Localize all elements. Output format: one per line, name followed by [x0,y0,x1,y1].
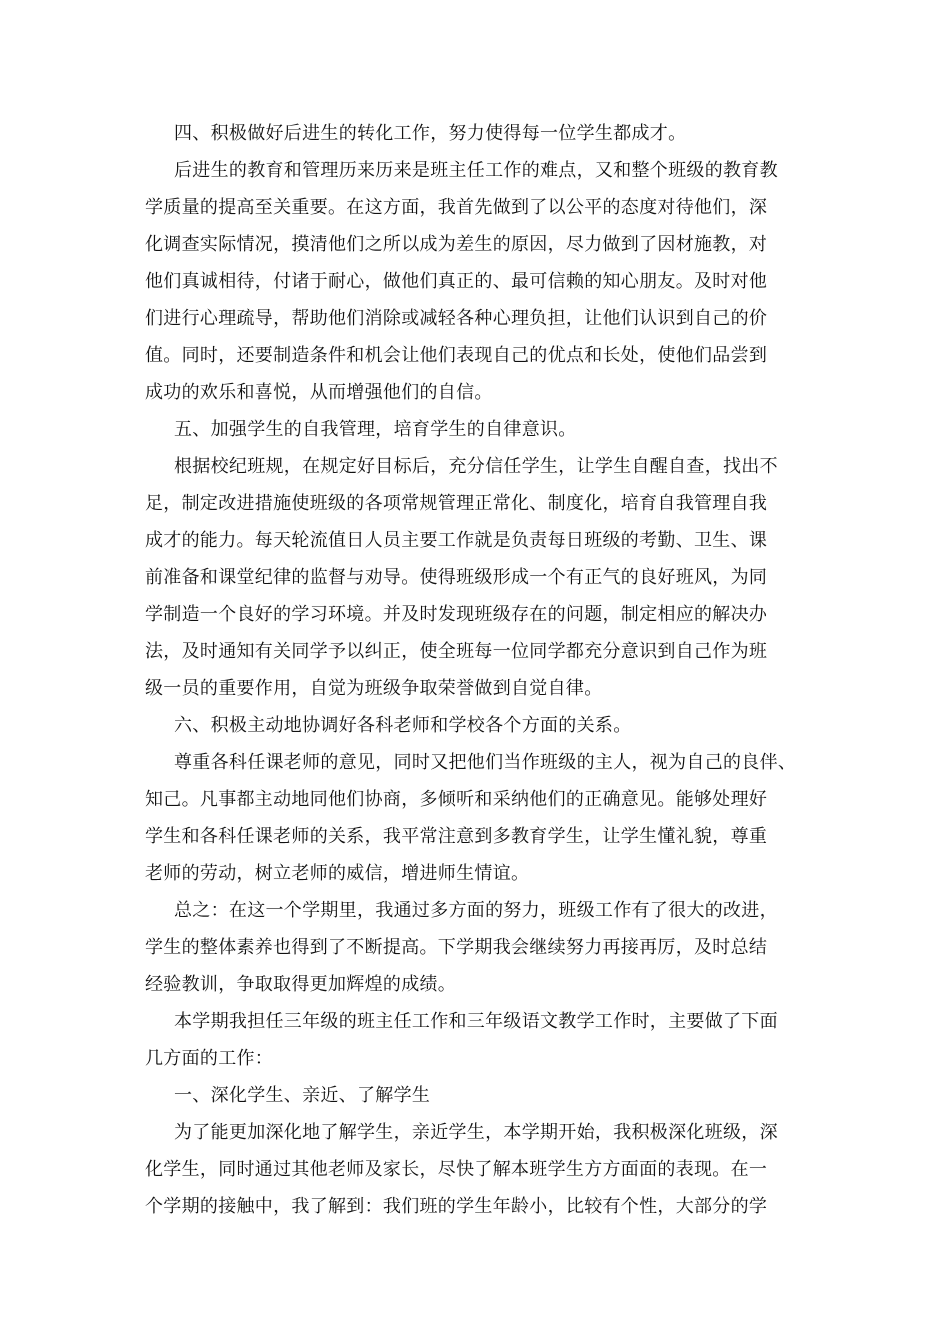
paragraph-line: 学生的整体素养也得到了不断提高。下学期我会继续努力再接再厉，及时总结 [145,937,768,958]
paragraph-line: 知己。凡事都主动地同他们协商，多倾听和采纳他们的正确意见。能够处理好 [145,789,768,810]
paragraph-line: 他们真诚相待，付诸于耐心，做他们真正的、最可信赖的知心朋友。及时对他 [145,271,768,292]
paragraph-line: 成才的能力。每天轮流值日人员主要工作就是负责每日班级的考勤、卫生、课 [145,530,768,551]
paragraph-line: 值。同时，还要制造条件和机会让他们表现自己的优点和长处，使他们品尝到 [145,345,768,366]
paragraph-line: 为了能更加深化地了解学生，亲近学生，本学期开始，我积极深化班级，深 [174,1122,778,1143]
heading-1: 一、深化学生、亲近、了解学生 [174,1085,431,1106]
paragraph-line: 前准备和课堂纪律的监督与劝导。使得班级形成一个有正气的良好班风，为同 [145,567,768,588]
paragraph-line: 总之：在这一个学期里，我通过多方面的努力，班级工作有了很大的改进， [174,900,778,921]
paragraph-line: 成功的欢乐和喜悦，从而增强他们的自信。 [145,382,493,403]
paragraph-line: 老师的劳动，树立老师的威信，增进师生情谊。 [145,863,530,884]
paragraph-line: 经验教训，争取取得更加辉煌的成绩。 [145,974,457,995]
paragraph-line: 尊重各科任课老师的意见，同时又把他们当作班级的主人，视为自己的良伴、 [174,752,797,773]
paragraph-line: 学制造一个良好的学习环境。并及时发现班级存在的问题，制定相应的解决办 [145,604,768,625]
paragraph-line: 足，制定改进措施使班级的各项常规管理正常化、制度化，培育自我管理自我 [145,493,768,514]
heading-6: 六、积极主动地协调好各科老师和学校各个方面的关系。 [174,715,632,736]
paragraph-line: 学生和各科任课老师的关系，我平常注意到多教育学生，让学生懂礼貌，尊重 [145,826,768,847]
paragraph-line: 化学生，同时通过其他老师及家长，尽快了解本班学生方方面面的表现。在一 [145,1159,768,1180]
paragraph-line: 根据校纪班规，在规定好目标后，充分信任学生，让学生自醒自查，找出不 [174,456,778,477]
heading-5: 五、加强学生的自我管理，培育学生的自律意识。 [174,419,577,440]
paragraph-line: 几方面的工作： [145,1048,274,1069]
paragraph-line: 个学期的接触中，我了解到：我们班的学生年龄小，比较有个性，大部分的学 [145,1196,768,1217]
heading-4: 四、积极做好后进生的转化工作，努力使得每一位学生都成才。 [174,123,687,144]
paragraph-line: 法，及时通知有关同学予以纠正，使全班每一位同学都充分意识到自己作为班 [145,641,768,662]
paragraph-line: 级一员的重要作用，自觉为班级争取荣誉做到自觉自律。 [145,678,603,699]
paragraph-line: 后进生的教育和管理历来历来是班主任工作的难点，又和整个班级的教育教 [174,160,778,181]
paragraph-line: 学质量的提高至关重要。在这方面，我首先做到了以公平的态度对待他们，深 [145,197,768,218]
paragraph-line: 本学期我担任三年级的班主任工作和三年级语文教学工作时，主要做了下面 [174,1011,778,1032]
paragraph-line: 们进行心理疏导，帮助他们消除或减轻各种心理负担，让他们认识到自己的价 [145,308,768,329]
paragraph-line: 化调查实际情况，摸清他们之所以成为差生的原因，尽力做到了因材施教，对 [145,234,768,255]
